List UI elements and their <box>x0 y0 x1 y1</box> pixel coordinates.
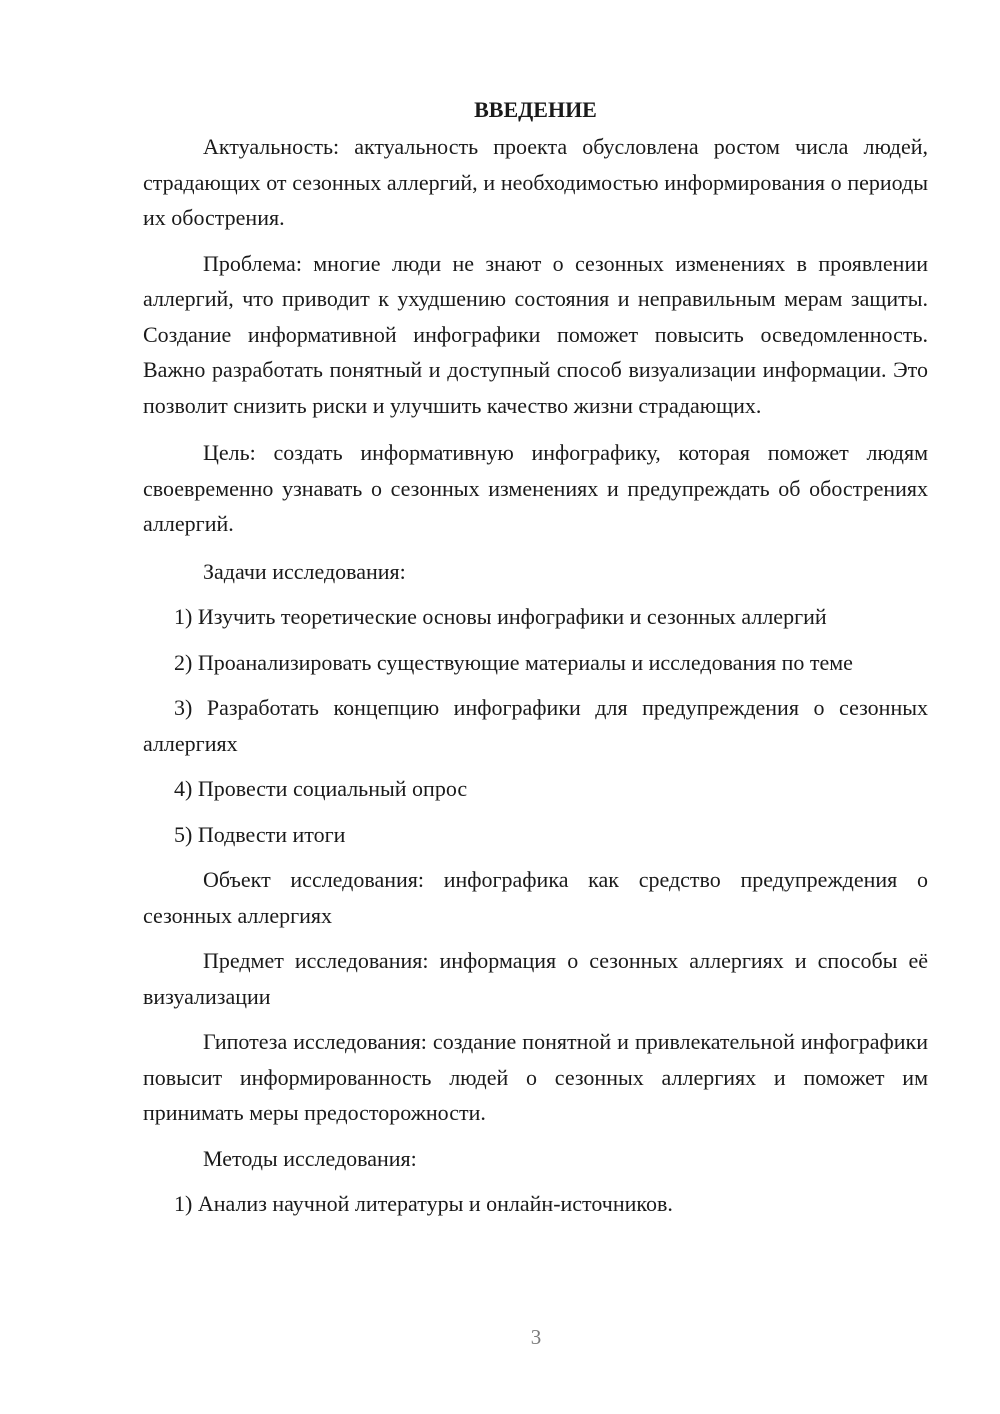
document-page <box>143 94 928 1222</box>
paragraph-object: Объект исследования: инфографика как средство предупреждения о сезонных аллергиях <box>143 867 928 928</box>
task-item-4: 4) Провести социальный опрос <box>174 776 468 801</box>
paragraph-problem: Проблема: многие люди не знают о сезонных изменениях в проявлении аллергий, что приводит к ухудшению состояния и неправильным мерам защиты. Создание информативной инфографики поможет повысить осведомленность. Важно разработать понятный и доступный способ визуализации информации. Это позволит снизить риски и улучшить качество жизни страдающих. <box>143 250 928 418</box>
method-item-1: 1) Анализ научной литературы и онлайн-источников. <box>174 1191 673 1216</box>
task-item-5: 5) Подвести итоги <box>174 821 346 847</box>
tasks-title: Задачи исследования: <box>203 558 406 584</box>
task-item-2: 2) Проанализировать существующие материалы и исследования по теме <box>174 649 853 675</box>
paragraph-relevance: Актуальность: актуальность проекта обусловлена ростом числа людей, страдающих от сезонных аллергий, и необходимостью информирования о периоды их обострения. <box>143 134 928 230</box>
paragraph-hypothesis: Гипотеза исследования: создание понятной и привлекательной инфографики повысит информированность людей о сезонных аллергиях и поможет им принимать меры предосторожности. <box>143 1029 928 1125</box>
task-item-3: 3) Разработать концепцию инфографики для предупреждения о сезонных аллергиях <box>143 695 928 756</box>
methods-title: Методы исследования: <box>203 1145 417 1171</box>
paragraph-subject: Предмет исследования: информация о сезонных аллергиях и способы её визуализации <box>143 948 928 1009</box>
task-item-1: 1) Изучить теоретические основы инфографики и сезонных аллергий <box>174 604 827 629</box>
paragraph-goal: Цель: создать информативную инфографику, которая поможет людям своевременно узнавать о сезонных изменениях и предупреждать об обострениях аллергий. <box>143 440 928 536</box>
page-number: 3 <box>530 1325 542 1349</box>
section-heading: ВВЕДЕНИЕ <box>474 97 597 122</box>
